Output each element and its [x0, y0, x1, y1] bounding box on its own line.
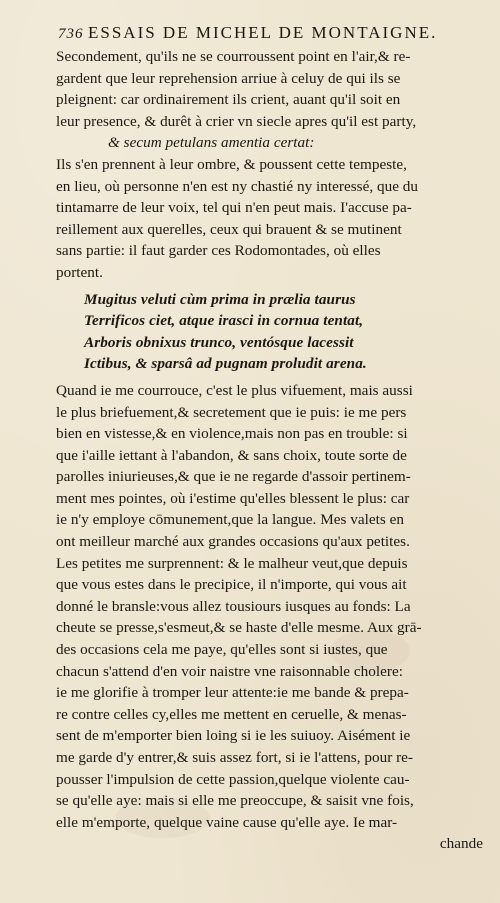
text-line: ie n'y employe cōmunement,que la langue. Mes valets en: [56, 511, 404, 529]
text-line: parolles iniurieuses,& que ie ne regarde d'assoir pertinem-: [56, 468, 411, 486]
running-head: [58, 21, 478, 45]
text-line: que vous estes dans le precipice, il n'importe, qui vous ait: [56, 576, 407, 594]
text-line: elle m'emporte, quelque vaine cause qu'elle aye. Ie mar-: [56, 813, 398, 831]
text-line: que i'aille iettant à l'abandon, & sans choix, toute sorte de: [56, 446, 407, 464]
text-line: tintamarre de leur voix, tel qui n'en peut mais. I'accuse pa-: [56, 199, 412, 217]
text-line: le plus briefuement,& secretement que ie puis: ie me pers: [56, 403, 407, 421]
verse-line: Arboris obnixus trunco, ventósque lacessit: [84, 333, 354, 351]
text-line: en lieu, où personne n'en est ny chastié ny interessé, que du: [56, 177, 419, 195]
verse-line: Ictibus, & sparsâ ad pugnam proludit arena.: [84, 355, 367, 373]
text-line: ie me glorifie à tromper leur attente:ie me bande & prepa-: [56, 684, 409, 702]
text-line: portent.: [56, 263, 103, 281]
running-title: ESSAIS DE MICHEL DE MONTAIGNE.: [88, 23, 438, 42]
text-line: reillement aux querelles, ceux qui brauent & se mutinent: [56, 220, 402, 238]
text-line: des occasions cela me paye, qu'elles sont si iustes, que: [56, 641, 388, 659]
page-number: 736: [58, 26, 84, 42]
verse-line: Mugitus veluti cùm prima in prælia taurus: [84, 290, 356, 308]
catchword: chande: [439, 835, 483, 853]
text-line: Quand ie me courrouce, c'est le plus vifuement, mais aussi: [56, 381, 413, 399]
text-line: Secondement, qu'ils ne se courroussent point en l'air,& re-: [56, 48, 411, 65]
text-line: sans partie: il faut garder ces Rodomontades, où elles: [56, 242, 381, 260]
text-line: ment mes pointes, où i'estime qu'elles blessent le plus: car: [56, 489, 410, 507]
text-line: leur presence, & durêt à crier vn siecle apres qu'il est party,: [56, 112, 417, 130]
text-line: re contre celles cy,elles me mettent en ceruelle, & menas-: [56, 705, 407, 723]
text-line: gardent que leur reprehension arriue à celuy de qui ils se: [56, 69, 401, 87]
text-line: donné le bransle:vous allez tousiours iusques au fonds: La: [56, 597, 411, 615]
text-line: me garde d'y entrer,& suis assez fort, si ie l'attens, pour re-: [56, 749, 414, 766]
text-line: cheute se presse,s'esmeut,& se haste d'elle mesme. Aux grā-: [56, 619, 422, 637]
text-line: se qu'elle aye: mais si elle me preoccupe, & saisit vne fois,: [56, 792, 414, 810]
text-line: pleignent: car ordinairement ils crient, auant qu'il soit en: [56, 91, 401, 109]
main-text: [56, 46, 486, 855]
text-line: bien en vistesse,& en violence,mais non pas en trouble: si: [56, 425, 408, 443]
text-line: Les petites me surprennent: & le malheur veut,que depuis: [56, 554, 408, 572]
latin-quote-line: & secum petulans amentia certat:: [108, 134, 315, 152]
verse-line: Terrificos ciet, atque irasci in cornua tentat,: [84, 312, 364, 330]
text-line: Ils s'en prennent à leur ombre, & poussent cette tempeste,: [56, 155, 407, 173]
text-line: sent de m'emporter bien loing si ie les suiuoy. Aisément ie: [56, 727, 411, 745]
text-line: chacun s'attend d'en voir naistre vne raisonnable cholere:: [56, 662, 403, 680]
text-line: pousser l'impulsion de cette passion,quelque violente cau-: [56, 770, 410, 788]
text-line: ont meilleur marché aux grandes occasions qu'aux petites.: [56, 533, 410, 551]
